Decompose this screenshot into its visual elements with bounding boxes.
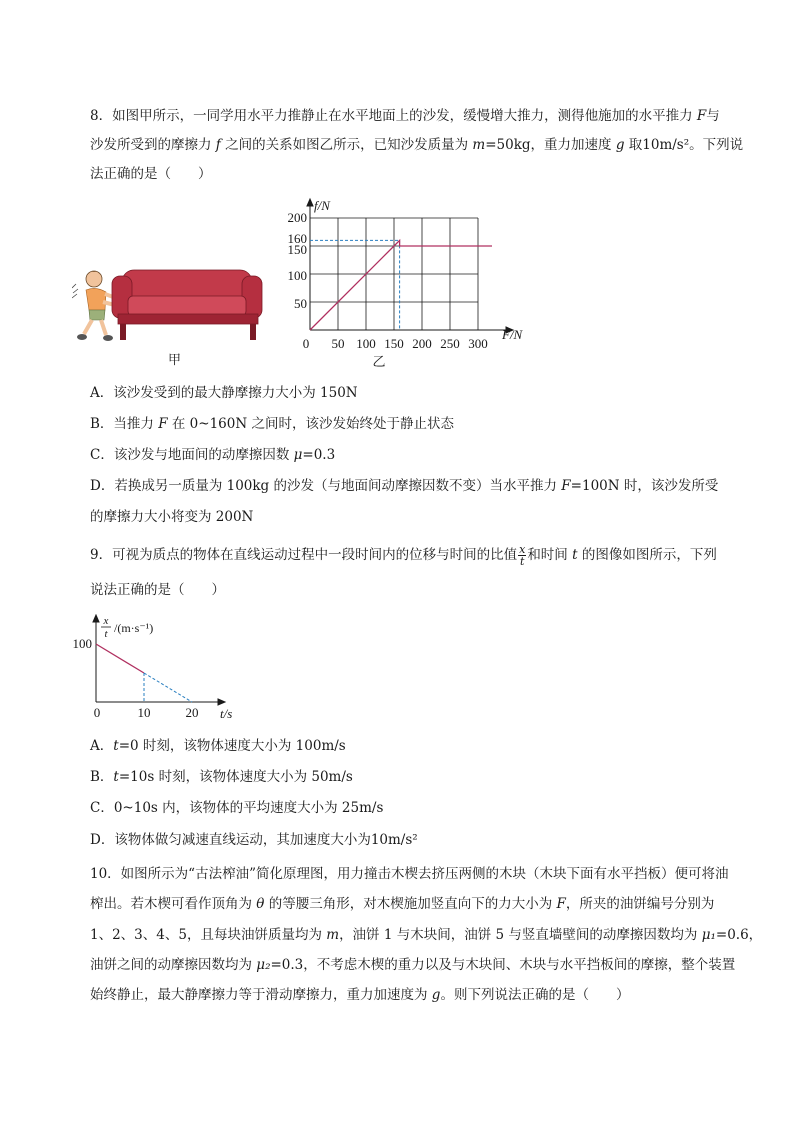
y-tick-100: 100: [287, 268, 307, 283]
person-illustration: [72, 271, 116, 341]
q8-chart: [280, 196, 530, 372]
origin-label: 0: [93, 705, 101, 720]
x-tick-200: 200: [412, 336, 432, 351]
q9-stem-line-1: 9．可视为质点的物体在直线运动过程中一段时间内的位移与时间的比值 $\frac{x}{t}$ 和时间 t 的图像如图所示，下列: [90, 543, 717, 568]
x-tick-10: 10: [137, 705, 151, 720]
q8-figure-right-label: 乙: [372, 354, 386, 369]
q10-stem-line-5: 始终静止，最大静摩擦力等于滑动摩擦力，重力加速度为 g。则下列说法正确的是（ ）: [90, 987, 630, 1003]
q9-chart-solid-line: [96, 644, 144, 673]
q10-stem-line-3: 1、2、3、4、5，且每块油饼质量均为 m，油饼 1 与木块间，油饼 5 与竖直墙壁间的动摩擦因数均为 μ₁=0.6，: [90, 927, 763, 943]
x-tick-250: 250: [440, 336, 460, 351]
y-tick-50: 50: [294, 296, 307, 311]
q10-stem-line-1: 10．如图所示为“古法榨油”简化原理图，用力撞击木楔去挤压两侧的木块（木块下面有水平挡板）便可将油: [90, 866, 729, 882]
q8-stem-line-3: 法正确的是（ ）: [90, 166, 212, 182]
q8-chart-grid: [310, 218, 478, 330]
q9-chart: [68, 614, 248, 724]
y-tick-100: 100: [72, 636, 92, 651]
q10-stem-line-2: 榨出。若木楔可看作顶角为 θ 的等腰三角形，对木楔施加竖直向下的力大小为 F，所夹的油饼编号分别为: [90, 896, 715, 912]
x-axis-label: F/N: [502, 327, 523, 342]
q8-option-a[interactable]: A．该沙发受到的最大静摩擦力大小为 150N: [90, 385, 358, 401]
q9-chart-dashed: [144, 673, 192, 702]
x-axis-label: t/s: [220, 706, 233, 721]
q9-stem-line-2: 说法正确的是（ ）: [90, 582, 225, 598]
y-tick-160: 160: [287, 231, 307, 246]
x-tick-50: 50: [331, 336, 345, 351]
x-tick-150: 150: [384, 336, 404, 351]
y-axis-label: /(m·s⁻¹): [114, 621, 154, 635]
q9-option-a[interactable]: A．t=0 时刻，该物体速度大小为 100m/s: [90, 738, 346, 754]
y-axis-label: f/N: [314, 198, 330, 213]
q8-option-d-cont: 的摩擦力大小将变为 200N: [90, 509, 254, 525]
q8-figure-left-label: 甲: [168, 353, 182, 368]
y-label-den: t: [104, 628, 108, 640]
q9-option-c[interactable]: C．0~10s 内，该物体的平均速度大小为 25m/s: [90, 800, 384, 816]
x-tick-20: 20: [185, 705, 199, 720]
q9-option-d[interactable]: D．该物体做匀减速直线运动，其加速度大小为10m/s²: [90, 832, 418, 848]
y-tick-200: 200: [287, 210, 307, 225]
q10-stem-line-4: 油饼之间的动摩擦因数均为 μ₂=0.3，不考虑木楔的重力以及与木块间、木块与水平挡板间的摩擦，整个装置: [90, 957, 736, 973]
q8-figure-sofa: [72, 262, 268, 346]
q8-option-b[interactable]: B．当推力 F 在 0~160N 之间时，该沙发始终处于静止状态: [90, 416, 454, 432]
x-tick-100: 100: [356, 336, 376, 351]
y-label-num: x: [103, 615, 109, 627]
origin-label: 0: [302, 336, 310, 351]
q9-inline-fraction: $\frac{x}{t}$: [519, 543, 526, 568]
q8-option-d[interactable]: D．若换成另一质量为 100kg 的沙发（与地面间动摩擦因数不变）当水平推力 F=100N 时，该沙发所受: [90, 478, 719, 494]
y-tick-150: 150: [287, 242, 307, 257]
q9-option-b[interactable]: B．t=10s 时刻，该物体速度大小为 50m/s: [90, 769, 353, 785]
sofa-illustration: [112, 270, 262, 340]
q8-chart-series-line: [310, 240, 492, 330]
q8-stem-line-2: 沙发所受到的摩擦力 f 之间的关系如图乙所示，已知沙发质量为 m=50kg，重力加速度 g 取10m/s²。下列说: [90, 137, 744, 153]
q8-stem-line-1: 8．如图甲所示，一同学用水平力推静止在水平地面上的沙发，缓慢增大推力，测得他施加的水平推力 F与: [90, 108, 720, 124]
x-tick-300: 300: [468, 336, 488, 351]
q8-option-c[interactable]: C．该沙发与地面间的动摩擦因数 μ=0.3: [90, 447, 336, 463]
